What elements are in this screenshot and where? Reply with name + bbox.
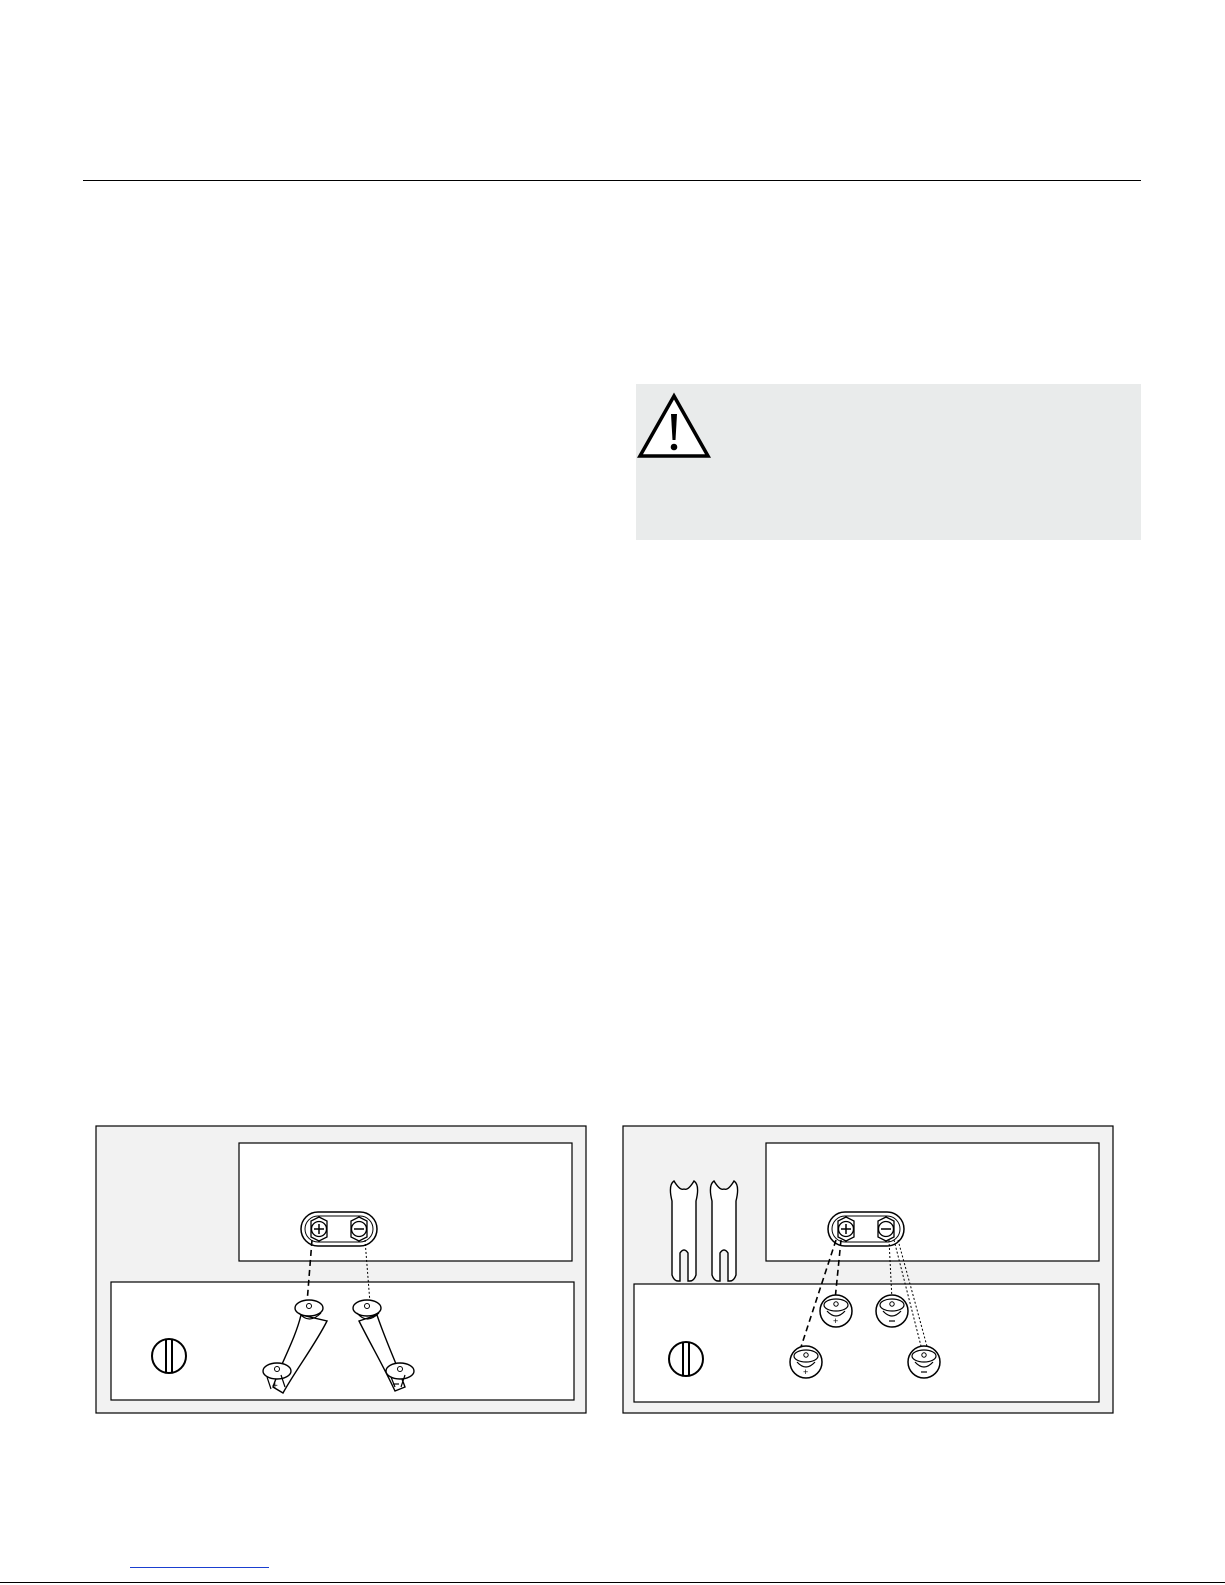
bi-wire-figure xyxy=(622,1125,1114,1420)
screw-icon xyxy=(152,1339,186,1373)
screw-icon xyxy=(669,1342,703,1376)
negative-spade-icon xyxy=(908,1346,940,1378)
positive-terminal-icon xyxy=(838,1217,854,1241)
negative-terminal-icon xyxy=(351,1217,367,1241)
header-rule xyxy=(83,180,1141,181)
svg-text:+: + xyxy=(272,1381,278,1392)
speaker-terminal-panel xyxy=(766,1143,1099,1261)
binding-post-plate xyxy=(828,1212,904,1246)
negative-spade-icon xyxy=(876,1295,908,1327)
positive-terminal-icon xyxy=(311,1217,327,1241)
footer-rule xyxy=(0,1582,1225,1583)
amplifier-panel xyxy=(111,1282,574,1400)
footer-link-underline[interactable] xyxy=(130,1567,269,1568)
speaker-terminal-panel xyxy=(239,1143,572,1261)
negative-terminal-icon xyxy=(878,1217,894,1241)
single-wire-figure xyxy=(95,1125,587,1420)
svg-text:+: + xyxy=(833,1316,839,1326)
warning-box xyxy=(636,384,1141,540)
positive-spade-icon xyxy=(790,1346,822,1378)
amplifier-panel xyxy=(634,1284,1099,1402)
svg-text:+: + xyxy=(803,1367,809,1377)
warning-triangle-icon xyxy=(636,392,712,460)
positive-spade-icon xyxy=(820,1295,852,1327)
